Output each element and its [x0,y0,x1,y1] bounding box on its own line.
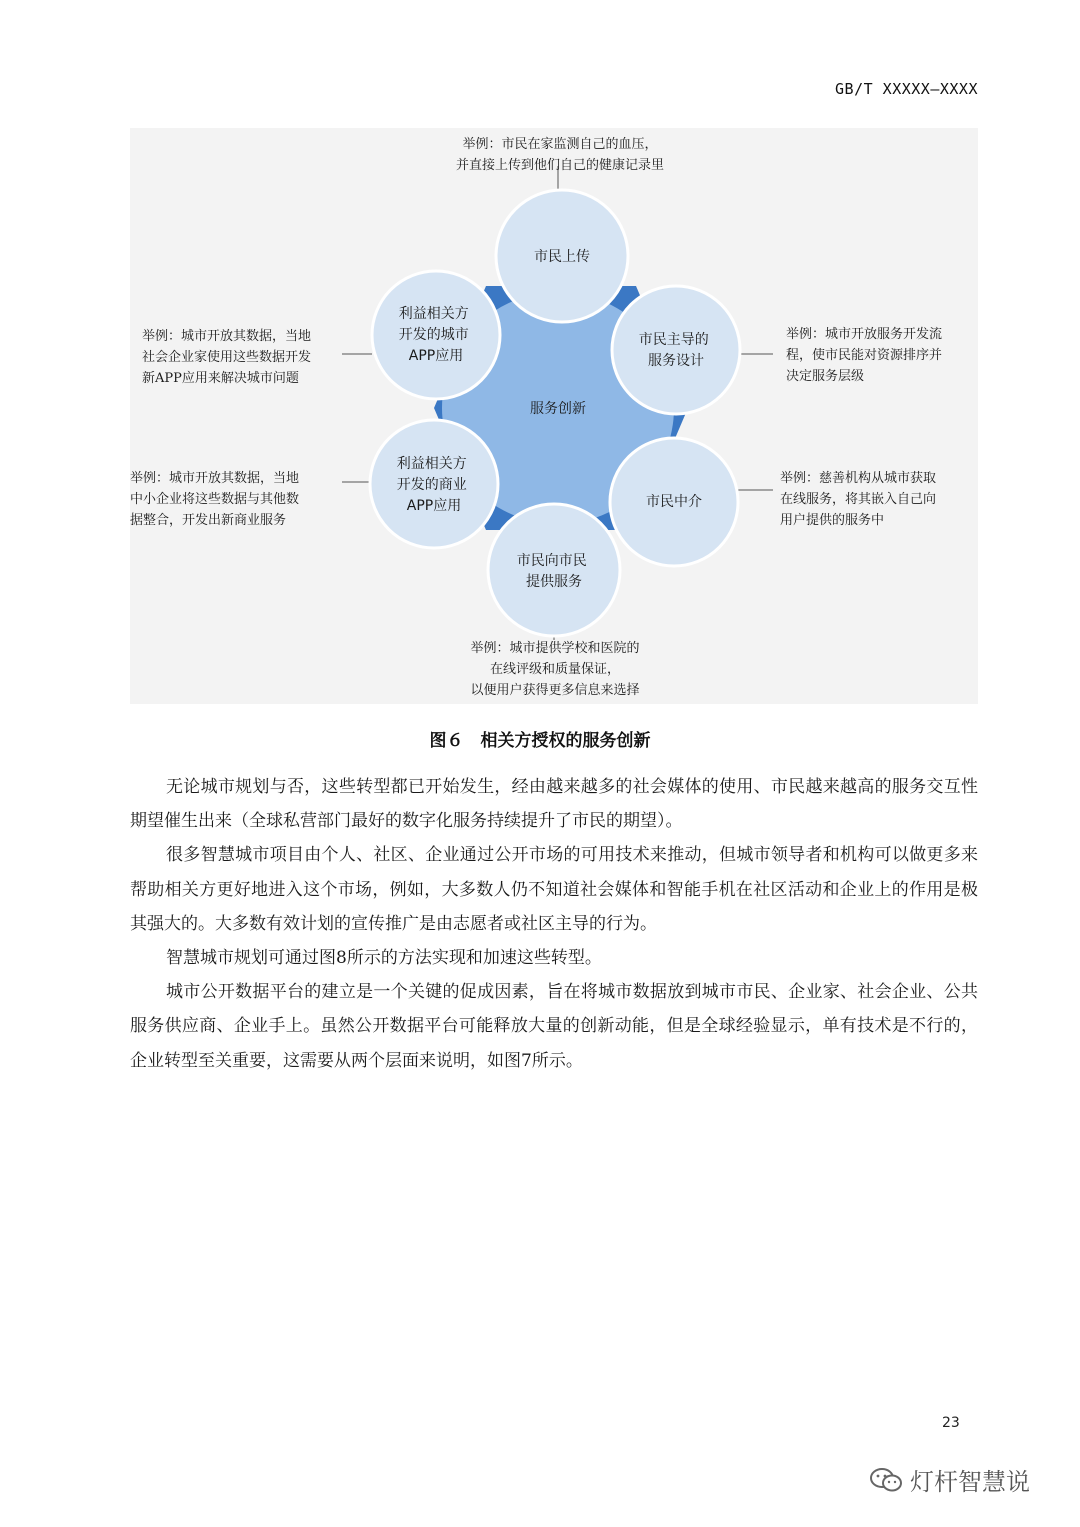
watermark-text: 灯杆智慧说 [910,1468,1030,1496]
svg-text:市民向市民 提供服务: 市民向市民 提供服务 [516,553,587,590]
svg-text:市民主导的 服务设计: 市民主导的 服务设计 [638,332,709,369]
node-lower-right [610,438,738,566]
watermark [868,1462,1030,1497]
service-innovation-figure [130,128,978,704]
figure-caption: 图６ 相关方授权的服务创新 [429,731,651,751]
annotation-top: 举例：市民在家监测自己的血压， 并直接上传到他们自己的健康记录里 [455,137,664,173]
svg-text:市民中介: 市民中介 [646,494,702,510]
page-number: 23 [942,1415,960,1431]
document-code: GB/T XXXXX—XXXX [835,80,978,98]
node-lower-left [370,420,498,548]
wechat-icon [868,1466,904,1494]
svg-text:市民上传: 市民上传 [534,249,590,265]
svg-text:利益相关方 开发的城市 AP: 利益相关方 开发的城市 APP应用 [398,306,469,364]
annotation-lower-left: 举例：城市开放其数据，当地 中小企业将这些数据与其他数 据整合，开发出新商业服务 [130,471,300,528]
hub-label: 服务创新 [530,401,586,417]
paragraph: 很多智慧城市项目由个人、社区、企业通过公开市场的可用技术来推动，但城市领导者和机构可以做更多来帮助相关方更好地进入这个市场，例如，大多数人仍不知道社会媒体和智能手机在社区活动和企业上的作用是极其强大的。大多数有效计划的宣传推广是由志愿者或社区主导的行为。 [130,845,978,934]
paragraph: 城市公开数据平台的建立是一个关键的促成因素，旨在将城市数据放到城市市民、企业家、社会企业、公共服务供应商、企业手上。虽然公开数据平台可能释放大量的创新动能，但是全球经验显示，单有技术是不行的，企业转型至关重要，这需要从两个层面来说明，如图7所示。 [130,982,978,1071]
annotation-bottom: 举例：城市提供学校和医院的 在线评级和质量保证， 以便用户获得更多信息来选择 [470,641,640,698]
body-text [130,770,978,1078]
svg-text:利益相关方 开发的商业 AP: 利益相关方 开发的商业 APP应用 [396,456,467,514]
node-upper-right [612,286,740,414]
hub-diagram [130,128,978,704]
node-bottom [488,504,620,636]
annotation-upper-right: 举例：城市开放服务开发流 程，使市民能对资源排序并 决定服务层级 [786,327,943,384]
paragraph: 无论城市规划与否，这些转型都已开始发生，经由越来越多的社会媒体的使用、市民越来越高的服务交互性期望催生出来（全球私营部门最好的数字化服务持续提升了市民的期望）。 [130,777,978,832]
annotation-upper-left: 举例：城市开放其数据，当地 社会企业家使用这些数据开发 新APP应用来解决城市问题 [142,329,312,386]
paragraph: 智慧城市规划可通过图8所示的方法实现和加速这些转型。 [166,948,602,969]
node-upper-left [372,271,500,399]
node-top [496,190,628,322]
annotation-lower-right: 举例：慈善机构从城市获取 在线服务，将其嵌入自己向 用户提供的服务中 [780,471,937,528]
